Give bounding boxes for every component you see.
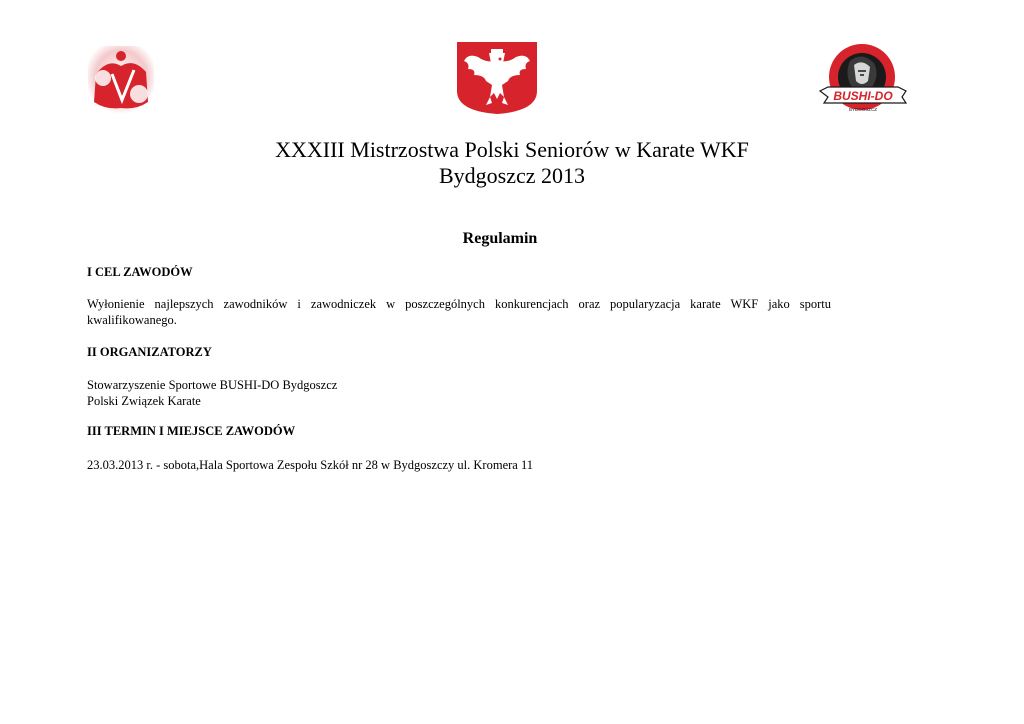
- section-heading-goal: I CEL ZAWODÓW: [87, 265, 193, 279]
- section-heading-organizers: II ORGANIZATORZY: [87, 345, 212, 359]
- section-heading-date-place: III TERMIN I MIEJSCE ZAWODÓW: [87, 424, 296, 438]
- bushi-do-club-logo-icon: [818, 41, 908, 116]
- organizer-line-2: Polski Związek Karate: [87, 394, 201, 408]
- page-subtitle: Bydgoszcz 2013: [438, 163, 586, 188]
- bushi-do-logo-subtext: BYDGOSZCZ: [848, 107, 878, 112]
- section-date-place-text: 23.03.2013 r. - sobota,Hala Sportowa Zespołu Szkół nr 28 w Bydgoszczy ul. Kromera 11: [87, 458, 533, 472]
- page-title: XXXIII Mistrzostwa Polski Seniorów w Karate WKF: [275, 137, 749, 162]
- polish-eagle-emblem-icon: [456, 41, 538, 115]
- section-goal-text: Wyłonienie najlepszych zawodników i zawodniczek w poszczególnych konkurencjach oraz popularyzacja karate WKF jako sportu kwalifikowanego.: [87, 297, 831, 327]
- organizer-line-1: Stowarzyszenie Sportowe BUSHI-DO Bydgoszcz: [87, 378, 338, 392]
- regulations-heading: Regulamin: [462, 230, 538, 247]
- bushi-do-logo-text: BUSHI-DO: [833, 89, 893, 103]
- karate-federation-logo-icon: [86, 44, 156, 116]
